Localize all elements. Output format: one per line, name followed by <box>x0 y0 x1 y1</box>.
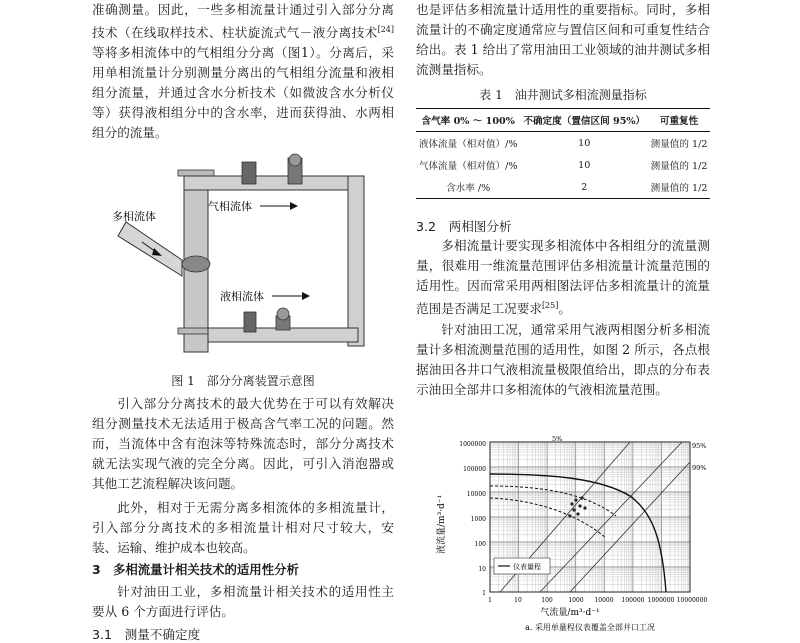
fig2-ytick: 1000000 <box>459 441 486 448</box>
table-row <box>416 176 710 199</box>
fig2-ylabel: 液流量/m³·d⁻¹ <box>437 494 447 554</box>
table-header: 可重复性 <box>659 116 699 127</box>
table-1 <box>416 108 710 199</box>
fig2-range-line <box>490 486 616 516</box>
fig2-xtick: 10000000 <box>676 597 708 604</box>
figure1-label-liquid: 液相流体 <box>220 290 264 303</box>
fig2-label-99pct: 99% <box>692 464 707 472</box>
table-cell: 液体流量（相对值）/% <box>418 139 518 150</box>
fig2-legend-label: 仪表量程 <box>513 563 541 571</box>
figure-2-two-phase-map <box>430 434 710 638</box>
table-cell: 测量值的 1/2 <box>650 139 708 150</box>
table-1-title: 表 1 油井测试多相流测量指标 <box>479 88 647 102</box>
fig2-x-ticks <box>488 597 707 604</box>
fig2-ytick: 100000 <box>463 466 486 473</box>
table-cell: 10 <box>578 137 591 149</box>
fig2-xtick: 10000 <box>594 597 614 604</box>
right-paragraph-3: 针对油田工况，通常采用气液两相图分析多相流量计多相流测量范围的适用性，如图 2 所示，各点根据油田各井口气液相流量极限值给出，即点的分布表示油田全部井口多相流体的气液相流量范围。 <box>416 322 710 397</box>
figure1-label-gas: 气相流体 <box>208 200 252 213</box>
left-paragraph-1 <box>92 0 394 143</box>
fig2-label-95pct: 95% <box>692 442 707 450</box>
fig2-ytick: 1000 <box>470 516 486 523</box>
fig2-xtick: 1000000 <box>647 597 675 604</box>
figure-1-separation-diagram <box>112 152 384 360</box>
table-cell: 2 <box>581 181 588 193</box>
fig2-ytick: 100 <box>474 541 486 548</box>
fig2-subcaption: a. 采用单量程仪表覆盖全部井口工况 <box>525 623 655 632</box>
table-header: 不确定度（置信区间 95%） <box>523 116 646 127</box>
table-cell: 气体流量（相对值）/% <box>418 161 518 172</box>
fig2-ytick: 1 <box>482 590 486 597</box>
table-cell: 含水率 /% <box>446 183 491 194</box>
table-header: 含气率 0% ～ 100% <box>421 116 515 127</box>
citation-25[interactable]: [25] <box>541 301 559 310</box>
fig2-ytick: 10000 <box>466 491 486 498</box>
right-paragraph-2 <box>416 236 710 319</box>
fig2-xlabel: 气流量/m³·d⁻¹ <box>540 608 600 618</box>
left-para1-text: 准确测量。因此，一些多相流量计通过引入部分分离技术（在线取样技术、柱状旋流式气－液分离技术 <box>92 2 394 41</box>
right-paragraph-1: 也是评估多相流量计适用性的重要指标。同时，多相流量计的不确定度通常应与置信区间和可重复性结合给出。表 1 给出了常用油田工业领域的油井测试多相流测量指标。 <box>416 2 710 77</box>
figure1-label-multiphase: 多相流体 <box>112 210 156 223</box>
table-header-row <box>416 109 710 132</box>
fig2-xtick: 10 <box>514 597 522 604</box>
fig2-xtick: 100000 <box>621 597 645 604</box>
right-para2-end: 。 <box>558 301 571 317</box>
fig2-xtick: 1000 <box>568 597 584 604</box>
fig2-ytick: 10 <box>478 566 486 573</box>
table-row <box>416 154 710 176</box>
fig2-xtick: 1 <box>488 597 492 604</box>
section-3-1-heading: 3.1 测量不确定度 <box>92 627 201 642</box>
left-paragraph-2: 引入部分分离技术的最大优势在于可以有效解决组分测量技术无法适用于极高含气率工况的问题。然而，当流体中含有泡沫等特殊流态时，部分分离技术就无法实现气液的完全分离。因此，可引入消泡器或其他工艺流程解决该问题。 <box>92 396 394 491</box>
table-row <box>416 132 710 155</box>
left-paragraph-3: 此外，相对于无需分离多相流体的多相流量计，引入部分分离技术的多相流量计相对尺寸较大，安装、运输、维护成本也较高。 <box>92 500 394 555</box>
section-3-heading: 3 多相流量计相关技术的适用性分析 <box>92 562 299 577</box>
right-para2-text: 多相流量计要实现多相流体中各相组分的流量测量，很难用一维流量范围评估多相流量计流量范围的适用性。因而常采用两相图法评估多相流量计的流量范围是否满足工况要求 <box>416 238 710 317</box>
table-cell: 测量值的 1/2 <box>650 183 708 194</box>
figure-1-caption: 图 1 部分分离装置示意图 <box>171 374 315 388</box>
left-paragraph-4: 针对油田工业，多相流量计相关技术的适用性主要从 6 个方面进行评估。 <box>92 584 394 619</box>
fig2-label-5pct: 5% <box>552 435 563 443</box>
left-para1-rest: 等将多相流体中的气相组分分离（图1）。分离后，采用单相流量计分别测量分离出的气相组分流量和液相组分流量，并通过含水分析技术（如微波含水分析仪等）获得液相组分中的含水率，进而获得油、水两相组分的流量。 <box>92 45 394 141</box>
citation-24[interactable]: [24] <box>377 25 394 34</box>
section-3-2-heading: 3.2 两相图分析 <box>416 219 512 234</box>
fig2-y-ticks <box>459 441 486 597</box>
table-cell: 10 <box>578 159 591 171</box>
fig2-xtick: 100 <box>541 597 553 604</box>
table-cell: 测量值的 1/2 <box>650 161 708 172</box>
